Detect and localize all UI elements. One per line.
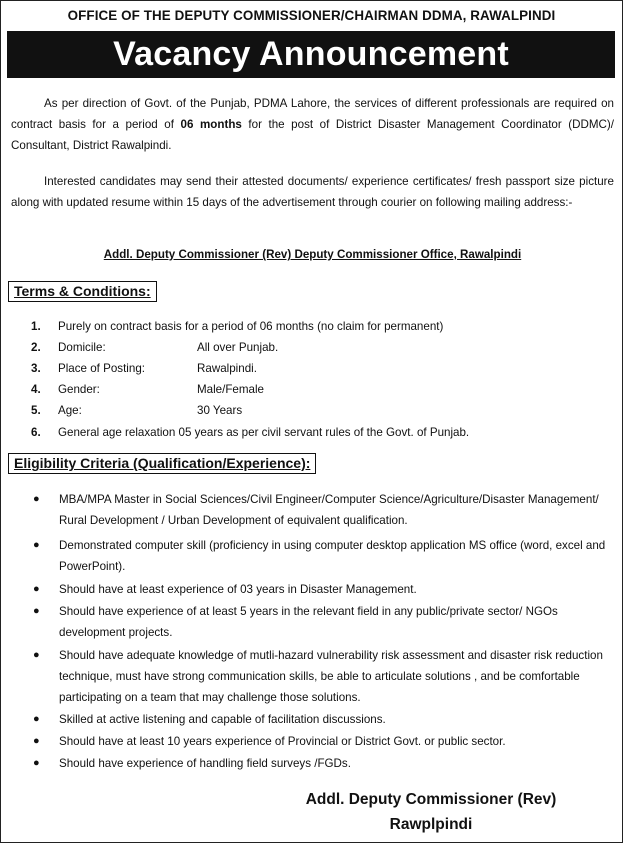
term-number: 4.	[31, 383, 41, 396]
term-item	[1, 359, 621, 379]
bullet-icon: ●	[33, 649, 40, 661]
intro-paragraph-2	[11, 171, 614, 213]
term-item	[1, 401, 621, 421]
list-item-text: MBA/MPA Master in Social Sciences/Civil Engineer/Computer Science/Agriculture/Disaster Management/ Rural Development / Urban Development of equivalent qualification.	[59, 493, 599, 527]
list-item-text: Should have adequate knowledge of mutli-hazard vulnerability risk assessment and disaster risk reduction technique, must have strong communication skills, be able to articulate solutions , and be comfortable participating on a team that may challenge those solutions.	[59, 649, 603, 704]
intro-p1-text-a: As per direction of Govt. of the Punjab, PDMA Lahore, the services of different professionals are required on contract basis for a period of	[11, 97, 614, 131]
mailing-address: Addl. Deputy Commissioner (Rev) Deputy Commissioner Office, Rawalpindi	[103, 248, 522, 261]
list-item-text: Should have experience of at least 5 years in the relevant field in any public/private sector/ NGOs development projects.	[59, 605, 558, 639]
term-item	[1, 380, 621, 400]
list-item-text: Should have at least 10 years experience of Provincial or District Govt. or public sector.	[59, 735, 506, 748]
bullet-icon: ●	[33, 539, 40, 551]
intro-paragraph-1	[11, 93, 614, 156]
list-item-text: Should have at least experience of 03 years in Disaster Management.	[59, 583, 417, 596]
term-item	[1, 317, 621, 337]
term-value: Male/Female	[197, 383, 265, 396]
eligibility-heading: Eligibility Criteria (Qualification/Experience):	[8, 453, 316, 474]
bullet-icon: ●	[33, 605, 40, 617]
term-item	[1, 338, 621, 358]
bullet-icon: ●	[33, 583, 40, 595]
list-item-text: Demonstrated computer skill (proficiency in using computer desktop application MS office (word, excel and PowerPoint).	[59, 539, 606, 573]
term-number: 5.	[31, 404, 41, 417]
term-label: Place of Posting:	[58, 362, 146, 375]
intro-p1-duration: 06 months	[180, 118, 242, 131]
list-item-text: Should have experience of handling field surveys /FGDs.	[59, 757, 351, 770]
bullet-icon: ●	[33, 735, 40, 747]
list-item-text: Skilled at active listening and capable of facilitation discussions.	[59, 713, 386, 726]
signature-title: Addl. Deputy Commissioner (Rev)	[305, 791, 557, 808]
term-number: 6.	[31, 426, 41, 439]
term-number: 2.	[31, 341, 41, 354]
intro-p1-text-b: for the post of District Disaster Management Coordinator (DDMC)/ Consultant, District Rawalpindi.	[11, 118, 615, 152]
term-label: General age relaxation 05 years as per civil servant rules of the Govt. of Punjab.	[58, 426, 470, 439]
bullet-icon: ●	[33, 493, 40, 505]
term-number: 1.	[31, 320, 41, 333]
term-value: Rawalpindi.	[197, 362, 257, 375]
signature-place: Rawplpindi	[389, 816, 473, 833]
page-title: Vacancy Announcement	[7, 31, 615, 78]
bullet-icon: ●	[33, 713, 40, 725]
term-label: Gender:	[58, 383, 100, 396]
office-heading: OFFICE OF THE DEPUTY COMMISSIONER/CHAIRMAN DDMA, RAWALPINDI	[67, 8, 556, 23]
term-value: All over Punjab.	[197, 341, 279, 354]
bullet-icon: ●	[33, 757, 40, 769]
term-label: Domicile:	[58, 341, 106, 354]
term-label: Age:	[58, 404, 82, 417]
terms-heading: Terms & Conditions:	[8, 281, 157, 302]
term-item	[1, 423, 621, 443]
term-label: Purely on contract basis for a period of 06 months (no claim for permanent)	[58, 320, 444, 333]
term-number: 3.	[31, 362, 41, 375]
intro-p2-text: Interested candidates may send their attested documents/ experience certificates/ fresh passport size picture along with updated resume within 15 days of the advertisement through courier on following mailing address:-	[11, 175, 614, 209]
term-value: 30 Years	[197, 404, 243, 417]
